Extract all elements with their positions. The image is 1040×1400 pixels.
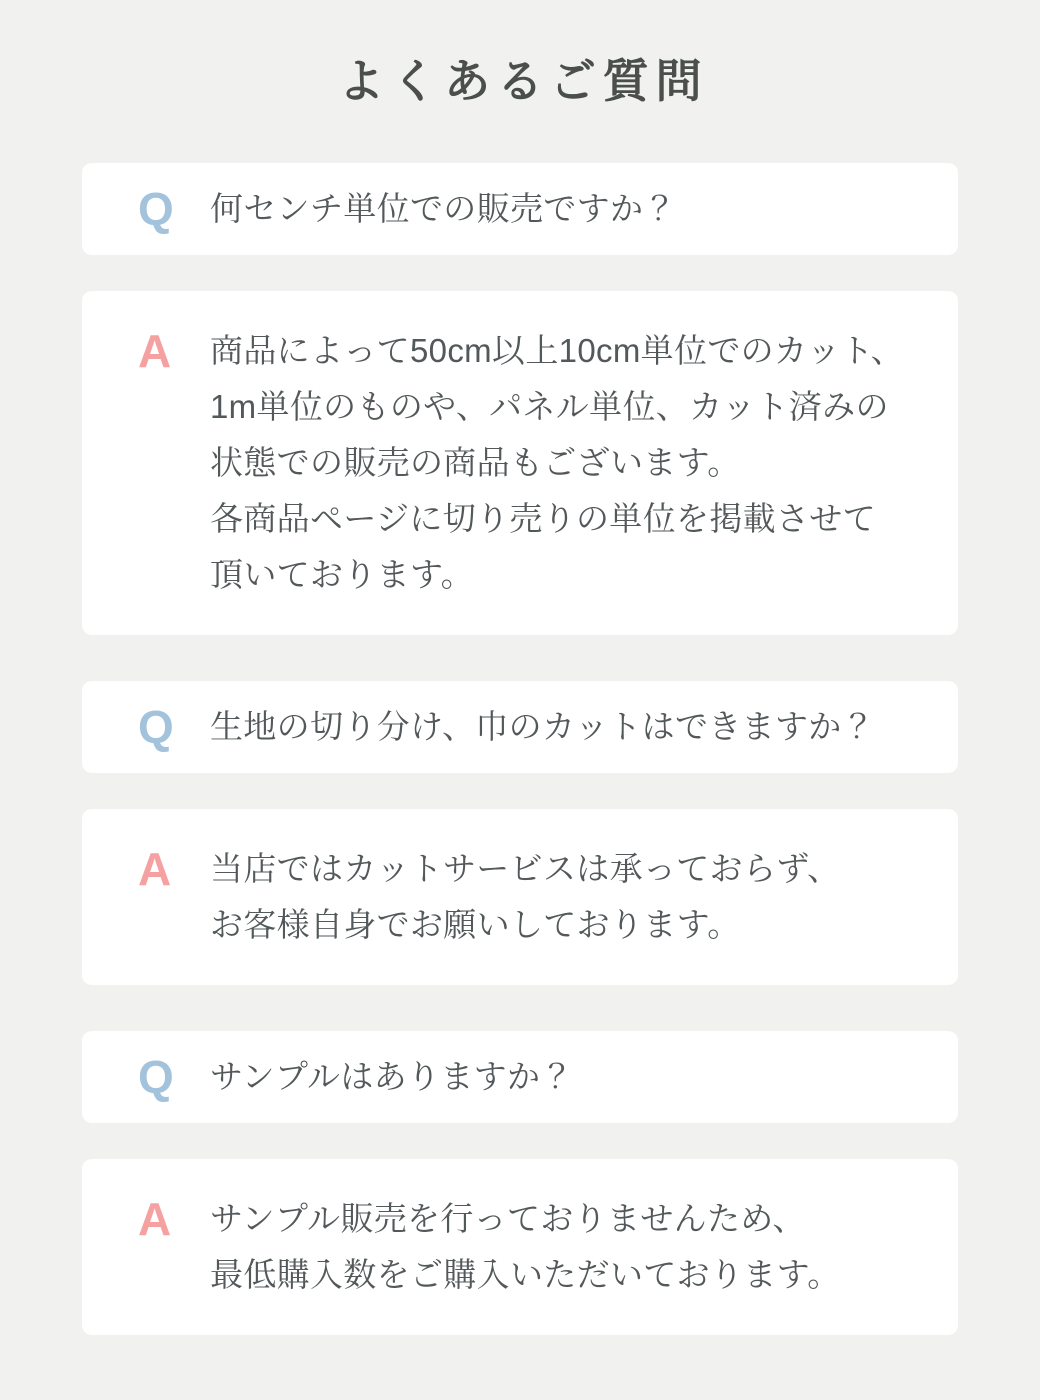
- answer-line: 状態での販売の商品もございます。: [210, 444, 741, 481]
- question-text: 生地の切り分け、巾のカットはできますか？: [210, 708, 875, 745]
- question-text: サンプルはありますか？: [210, 1058, 574, 1095]
- answer-line: 各商品ページに切り売りの単位を掲載させて: [210, 500, 876, 537]
- question-card: [82, 163, 958, 255]
- q-mark-label: Q: [138, 183, 174, 235]
- faq-item: [82, 163, 958, 635]
- q-mark-label: Q: [138, 701, 174, 753]
- answer-line: サンプル販売を行っておりませんため、: [210, 1200, 806, 1237]
- faq-item: [82, 1031, 958, 1335]
- answer-line: 1m単位のものや、パネル単位、カット済みの: [210, 388, 889, 425]
- question-card: [82, 1031, 958, 1123]
- faq-item: [82, 681, 958, 985]
- a-mark-label: A: [138, 843, 172, 895]
- answer-line: 頂いております。: [210, 556, 474, 593]
- answer-text: [210, 323, 904, 603]
- a-mark-label: A: [138, 1193, 172, 1245]
- question-text: 何センチ単位での販売ですか？: [210, 190, 677, 227]
- faq-list: [82, 163, 958, 1335]
- answer-card: [82, 1159, 958, 1335]
- a-mark-label: A: [138, 325, 172, 377]
- answer-line: 最低購入数をご購入いただいております。: [210, 1256, 841, 1293]
- answer-text: [210, 1191, 841, 1303]
- answer-card: [82, 291, 958, 635]
- answer-line: 当店ではカットサービスは承っておらず、: [210, 850, 841, 887]
- q-mark-label: Q: [138, 1051, 174, 1103]
- answer-line: お客様自身でお願いしております。: [210, 906, 741, 943]
- answer-card: [82, 809, 958, 985]
- page-title: よくあるご質問: [338, 55, 709, 107]
- answer-text: [210, 841, 840, 953]
- answer-line: 商品によって50cm以上10cm単位でのカット、: [210, 332, 905, 369]
- question-card: [82, 681, 958, 773]
